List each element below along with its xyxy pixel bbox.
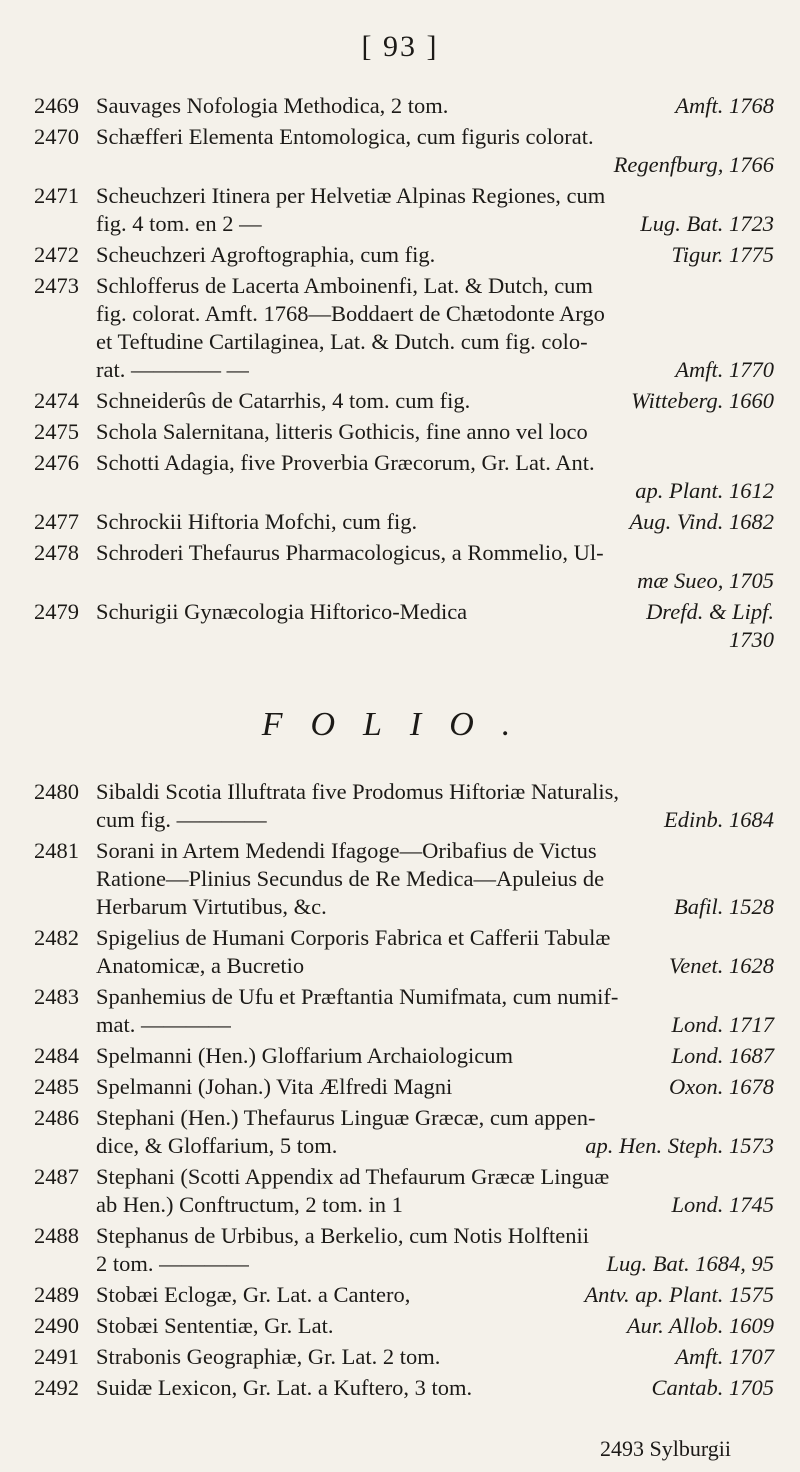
entry-number: 2483 [34, 984, 79, 1009]
entry-imprint: Lug. Bat. 1723 [640, 211, 774, 236]
entry-text: Schola Salernitana, litteris Gothicis, fine anno vel loco [96, 419, 588, 444]
entry-number: 2476 [34, 450, 79, 475]
entry-number: 2477 [34, 509, 79, 534]
catalog-entry [34, 778, 774, 834]
entry-imprint: Drefd. & Lipf. [646, 599, 774, 624]
entry-imprint [764, 1163, 774, 1191]
catalog-entry [34, 924, 774, 980]
entry-number: 2481 [34, 838, 79, 863]
entry-text: 2 tom. ———— [96, 1251, 250, 1276]
catalog-entry [34, 123, 774, 179]
entry-line [96, 626, 774, 654]
entry-imprint: Edinb. 1684 [664, 807, 774, 832]
entry-imprint: Lug. Bat. 1684, 95 [606, 1251, 774, 1276]
entry-imprint [764, 983, 774, 1011]
entry-number: 2473 [34, 273, 79, 298]
entry-text: Scheuchzeri Agroftographia, cum fig. [96, 242, 436, 267]
catalog-entry [34, 598, 774, 654]
catalog-entry [34, 1163, 774, 1219]
entry-text: cum fig. ———— [96, 807, 267, 832]
entry-imprint [764, 1104, 774, 1132]
entry-line [96, 210, 774, 238]
entry-line [96, 300, 774, 328]
entry-text: Ratione—Plinius Secundus de Re Medica—Apuleius de [96, 866, 605, 891]
entry-line [96, 952, 774, 980]
entry-line [96, 387, 774, 415]
entry-imprint [764, 182, 774, 210]
catalog-entry [34, 449, 774, 505]
entry-number: 2472 [34, 242, 79, 267]
page-number: [ 93 ] [361, 30, 439, 63]
catalog-entry [34, 1073, 774, 1101]
entry-number: 2489 [34, 1282, 79, 1307]
entry-imprint: Regenfburg, 1766 [613, 152, 774, 177]
entry-imprint [764, 924, 774, 952]
entry-text: Spigelius de Humani Corporis Fabrica et Cafferii Tabulæ [96, 925, 611, 950]
entry-imprint [764, 778, 774, 806]
entry-imprint: Lond. 1687 [671, 1043, 774, 1068]
catchword: 2493 Sylburgii [600, 1436, 732, 1461]
entry-line [96, 1191, 774, 1219]
catalog-entry [34, 837, 774, 921]
entry-imprint: Antv. ap. Plant. 1575 [584, 1282, 774, 1307]
entry-text: Sauvages Nofologia Methodica, 2 tom. [96, 93, 449, 118]
entry-number: 2487 [34, 1164, 79, 1189]
entry-text: Stephani (Scotti Appendix ad Thefaurum Græcæ Linguæ [96, 1164, 610, 1189]
entry-line [96, 182, 774, 210]
entry-line [96, 151, 774, 179]
entry-imprint [764, 418, 774, 446]
entry-line [96, 983, 774, 1011]
entry-imprint [764, 123, 774, 151]
entry-imprint: Aug. Vind. 1682 [629, 509, 774, 534]
entry-imprint [764, 328, 774, 356]
catalog-entry [34, 92, 774, 120]
catalog-entry [34, 182, 774, 238]
entry-imprint [764, 539, 774, 567]
entry-line [96, 418, 774, 446]
entry-imprint: Amft. 1770 [675, 357, 774, 382]
entry-number: 2475 [34, 419, 79, 444]
entry-text: Stephanus de Urbibus, a Berkelio, cum Notis Holftenii [96, 1223, 590, 1248]
entry-number: 2486 [34, 1105, 79, 1130]
entry-number: 2484 [34, 1043, 79, 1068]
entry-text: et Teftudine Cartilaginea, Lat. & Dutch. cum fig. colo- [96, 329, 588, 354]
entry-line [96, 778, 774, 806]
entry-number: 2478 [34, 540, 79, 565]
entry-text: Stephani (Hen.) Thefaurus Linguæ Græcæ, cum appen- [96, 1105, 596, 1130]
entry-imprint: Cantab. 1705 [651, 1375, 774, 1400]
entry-number: 2485 [34, 1074, 79, 1099]
entry-imprint [764, 837, 774, 865]
entry-line [96, 508, 774, 536]
entry-number: 2469 [34, 93, 79, 118]
entry-line [96, 1343, 774, 1371]
entry-text: Schneiderûs de Catarrhis, 4 tom. cum fig. [96, 388, 471, 413]
entry-imprint [764, 865, 774, 893]
entry-line [96, 1132, 774, 1160]
entry-text: Scheuchzeri Itinera per Helvetiæ Alpinas Regiones, cum [96, 183, 606, 208]
entry-text: Sibaldi Scotia Illuftrata five Prodomus Hiftoriæ Naturalis, [96, 779, 620, 804]
entry-text: Suidæ Lexicon, Gr. Lat. a Kuftero, 3 tom. [96, 1375, 473, 1400]
entry-line [96, 806, 774, 834]
entry-text: Schlofferus de Lacerta Amboinenfi, Lat. & Dutch, cum [96, 273, 593, 298]
entry-line [96, 1250, 774, 1278]
catalog-entry [34, 1312, 774, 1340]
entry-line [96, 123, 774, 151]
entry-imprint: Oxon. 1678 [669, 1074, 774, 1099]
catalog-entry [34, 387, 774, 415]
entry-line [96, 567, 774, 595]
entry-line [96, 1011, 774, 1039]
entry-line [96, 477, 774, 505]
entry-imprint: Amft. 1707 [675, 1344, 774, 1369]
catalog-entry [34, 241, 774, 269]
section-title: FOLIO. [261, 706, 539, 743]
entry-imprint: Amft. 1768 [675, 93, 774, 118]
entry-imprint: ap. Plant. 1612 [635, 478, 774, 503]
entry-line [96, 1374, 774, 1402]
entry-line [96, 598, 774, 626]
entry-line [96, 1073, 774, 1101]
catalog-entry [34, 508, 774, 536]
entry-text: Schurigii Gynæcologia Hiftorico-Medica [96, 599, 468, 624]
entry-imprint: Lond. 1717 [671, 1012, 774, 1037]
entry-text: Herbarum Virtutibus, &c. [96, 894, 327, 919]
entry-number: 2471 [34, 183, 79, 208]
entry-number: 2491 [34, 1344, 79, 1369]
entry-text: Sorani in Artem Medendi Ifagoge—Oribafius de Victus [96, 838, 597, 863]
entry-text: mat. ———— [96, 1012, 231, 1037]
entry-line [96, 1312, 774, 1340]
catalog-entry [34, 539, 774, 595]
entry-line [96, 539, 774, 567]
catalog-entry [34, 1281, 774, 1309]
catalog-entry [34, 1374, 774, 1402]
entry-line [96, 356, 774, 384]
entry-text: rat. ———— — [96, 357, 250, 382]
entry-imprint [764, 449, 774, 477]
entry-number: 2479 [34, 599, 79, 624]
entry-imprint [764, 1222, 774, 1250]
entry-imprint: 1730 [729, 627, 774, 652]
entry-text: dice, & Gloffarium, 5 tom. [96, 1133, 338, 1158]
entry-line [96, 924, 774, 952]
entry-text: Spelmanni (Johan.) Vita Ælfredi Magni [96, 1074, 453, 1099]
entry-line [96, 1042, 774, 1070]
entry-number: 2474 [34, 388, 79, 413]
entry-text: Schotti Adagia, five Proverbia Græcorum, Gr. Lat. Ant. [96, 450, 595, 475]
entry-imprint: Witteberg. 1660 [631, 388, 774, 413]
entry-text: Spelmanni (Hen.) Gloffarium Archaiologicum [96, 1043, 513, 1068]
entry-line [96, 449, 774, 477]
entry-line [96, 837, 774, 865]
catalog-entry [34, 1222, 774, 1278]
catalog-entry [34, 272, 774, 384]
entry-line [96, 1163, 774, 1191]
entry-imprint: Bafil. 1528 [674, 894, 774, 919]
entry-line [96, 865, 774, 893]
entry-text: Stobæi Sententiæ, Gr. Lat. [96, 1313, 334, 1338]
entry-number: 2488 [34, 1223, 79, 1248]
entry-text: Strabonis Geographiæ, Gr. Lat. 2 tom. [96, 1344, 441, 1369]
catalog-entry [34, 1343, 774, 1371]
entry-line [96, 1222, 774, 1250]
entry-text: ab Hen.) Conftructum, 2 tom. in 1 [96, 1192, 403, 1217]
entry-imprint: ap. Hen. Steph. 1573 [585, 1133, 774, 1158]
entry-number: 2490 [34, 1313, 79, 1338]
catalog-entry [34, 1104, 774, 1160]
entry-text: Schæfferi Elementa Entomologica, cum figuris colorat. [96, 124, 594, 149]
catalog-entry [34, 983, 774, 1039]
entry-imprint: mæ Sueo, 1705 [637, 568, 774, 593]
entry-text: Stobæi Eclogæ, Gr. Lat. a Cantero, [96, 1282, 411, 1307]
entry-imprint [764, 272, 774, 300]
catalog-entry [34, 418, 774, 446]
entries-top [34, 92, 774, 657]
entries-bottom [34, 778, 774, 1405]
entry-text: Schroderi Thefaurus Pharmacologicus, a Rommelio, Ul- [96, 540, 604, 565]
entry-line [96, 272, 774, 300]
entry-line [96, 1281, 774, 1309]
entry-number: 2492 [34, 1375, 79, 1400]
entry-number: 2482 [34, 925, 79, 950]
entry-imprint: Venet. 1628 [669, 953, 774, 978]
entry-line [96, 893, 774, 921]
entry-line [96, 241, 774, 269]
entry-number: 2480 [34, 779, 79, 804]
entry-imprint: Lond. 1745 [671, 1192, 774, 1217]
entry-line [96, 92, 774, 120]
entry-text: fig. colorat. Amft. 1768—Boddaert de Chætodonte Argo [96, 301, 605, 326]
entry-text: Spanhemius de Ufu et Præftantia Numifmata, cum numif- [96, 984, 619, 1009]
catalog-entry [34, 1042, 774, 1070]
entry-imprint [764, 300, 774, 328]
entry-text: fig. 4 tom. en 2 — [96, 211, 262, 236]
entry-number: 2470 [34, 124, 79, 149]
entry-line [96, 328, 774, 356]
entry-text: Schrockii Hiftoria Mofchi, cum fig. [96, 509, 418, 534]
entry-imprint: Aur. Allob. 1609 [626, 1313, 774, 1338]
entry-text: Anatomicæ, a Bucretio [96, 953, 305, 978]
entry-imprint: Tigur. 1775 [671, 242, 774, 267]
entry-line [96, 1104, 774, 1132]
